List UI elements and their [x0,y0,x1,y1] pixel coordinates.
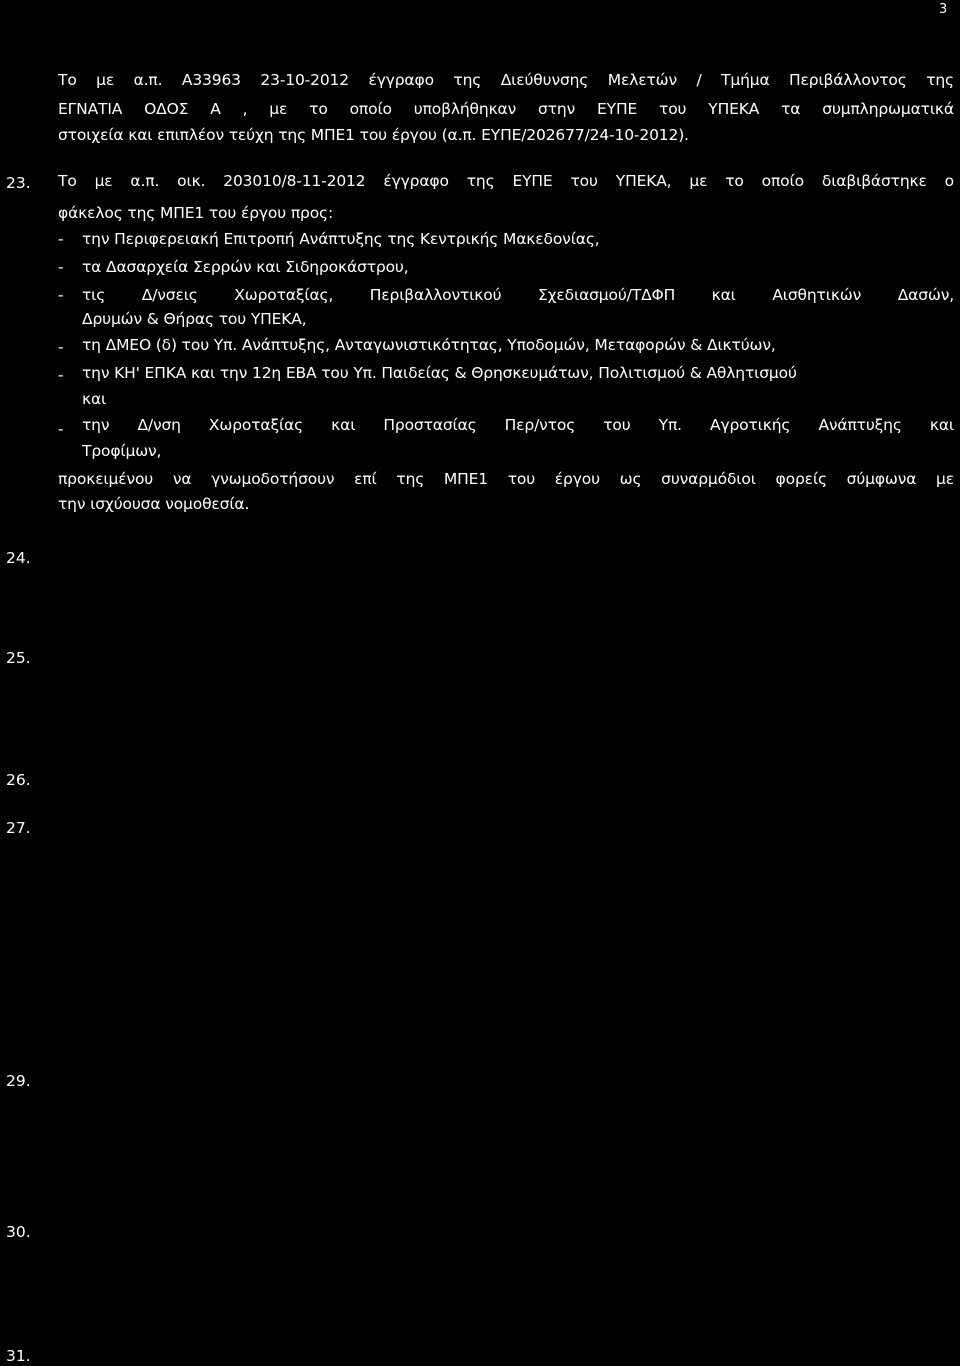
text-run: ΕΓΝΑΤΙΑ ΟΔΟΣ Α , με το οποίο υποβλήθηκαν στην ΕΥΠΕ του ΥΠΕΚΑ τα συμπληρωματικά [58,100,954,118]
bullet-line [82,441,161,461]
text-run: Δρυμών & Θήρας του ΥΠΕΚΑ, [82,310,307,328]
paragraph-line [58,494,249,514]
text-run: την ισχύουσα νομοθεσία. [58,495,250,513]
item-number: 31. [6,1347,31,1365]
bullet-dash: - [58,338,64,356]
paragraph-line [58,125,689,145]
bullet-dash: - [58,286,64,304]
bullet-line [82,389,106,409]
text-run: Τροφίμων, [82,442,162,460]
text-run: την Δ/νση Χωροταξίας και Προστασίας Περ/ντος του Υπ. Αγροτικής Ανάπτυξης και [82,416,954,434]
item-number: 25. [6,649,31,667]
text-run: προκειμένου να γνωμοδοτήσουν επί της ΜΠΕ1 του έργου ως συναρμόδιοι φορείς σύμφωνα με [58,470,954,488]
bullet-dash: - [58,420,64,438]
bullet-dash: - [58,258,64,276]
text-run: την Περιφερειακή Επιτροπή Ανάπτυξης της Κεντρικής Μακεδονίας, [82,230,600,248]
item-number: 23. [6,174,31,192]
paragraph-line [58,171,954,191]
paragraph-line [58,99,954,119]
text-run: Το με α.π. Α33963 23-10-2012 έγγραφο της Διεύθυνσης Μελετών / Τμήμα Περιβάλλοντος της [58,71,954,89]
bullet-line [82,363,797,383]
text-run: στοιχεία και επιπλέον τεύχη της ΜΠΕ1 του έργου (α.π. ΕΥΠΕ/202677/24-10-2012). [58,126,689,144]
text-run: τη ΔΜΕΟ (δ) του Υπ. Ανάπτυξης, Ανταγωνιστικότητας, Υποδομών, Μεταφορών & Δικτύων, [82,336,776,354]
bullet-line [82,229,600,249]
item-number: 24. [6,549,31,567]
text-run: την ΚΗ' ΕΠΚΑ και την 12η ΕΒΑ του Υπ. Παιδείας & Θρησκευμάτων, Πολιτισμού & Αθλητισμού [82,364,797,382]
bullet-dash: - [58,366,64,384]
text-run: Το με α.π. οικ. 203010/8-11-2012 έγγραφο της ΕΥΠΕ του ΥΠΕΚΑ, με το οποίο διαβιβάστηκε ο [58,172,954,190]
item-number: 30. [6,1223,31,1241]
paragraph-line [58,203,333,223]
paragraph-line [58,469,954,489]
paragraph-line [58,70,954,90]
text-run: τις Δ/νσεις Χωροταξίας, Περιβαλλοντικού Σχεδιασμού/ΤΔΦΠ και Αισθητικών Δασών, [82,286,954,304]
item-number: 29. [6,1072,31,1090]
bullet-line [82,415,954,435]
text-run: τα Δασαρχεία Σερρών και Σιδηροκάστρου, [82,258,409,276]
bullet-line [82,335,776,355]
text-run: και [82,390,107,408]
bullet-line [82,285,954,305]
item-number: 27. [6,819,31,837]
item-number: 26. [6,771,31,789]
bullet-line [82,309,307,329]
page-number: 3 [939,2,948,17]
bullet-line [82,257,409,277]
text-run: φάκελος της ΜΠΕ1 του έργου προς: [58,204,334,222]
bullet-dash: - [58,230,64,248]
